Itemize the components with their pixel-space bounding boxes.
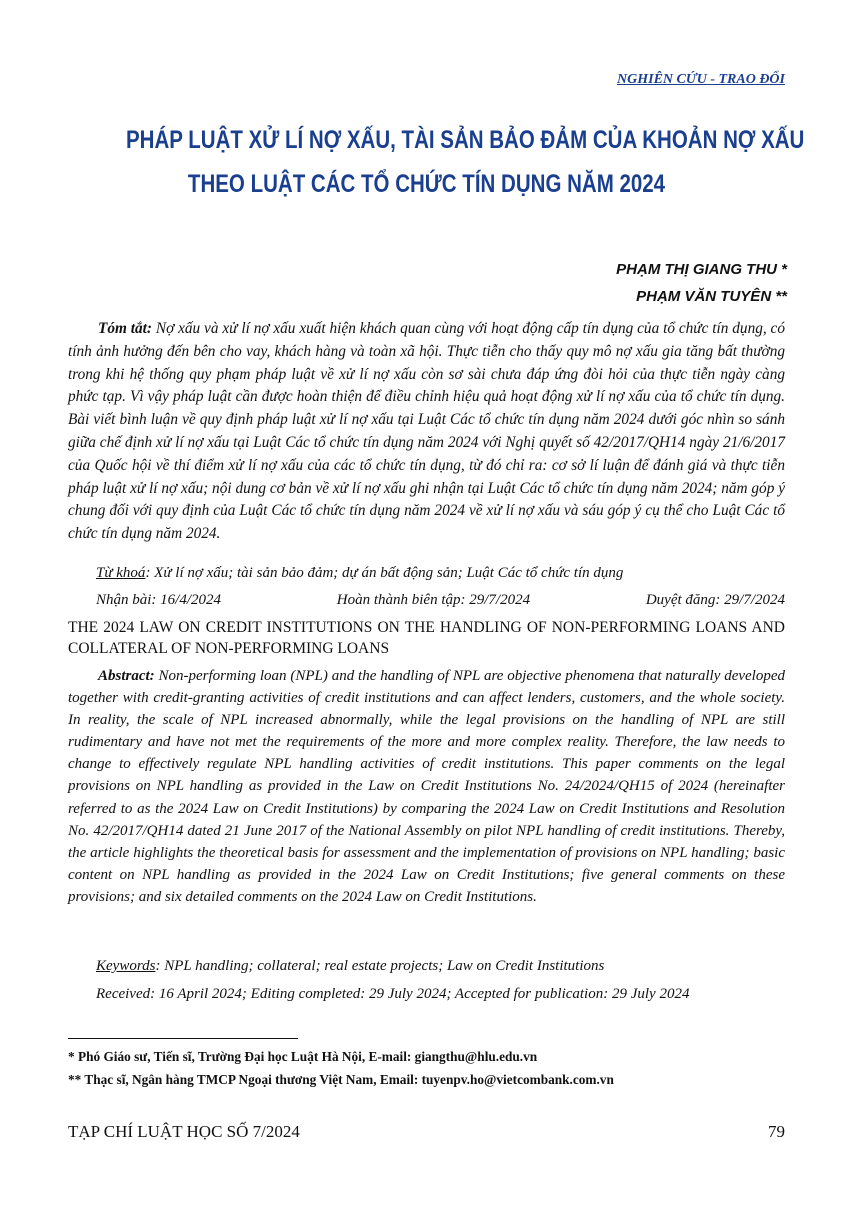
english-keywords xyxy=(96,958,604,975)
keywords-text-vn: : Xử lí nợ xấu; tài sản bảo đảm; dự án bất động sản; Luật Các tổ chức tín dụng xyxy=(145,565,624,581)
footnote-divider xyxy=(68,1038,298,1039)
article-title-line-1: PHÁP LUẬT XỬ LÍ NỢ XẤU, TÀI SẢN BẢO ĐẢM CỦA KHOẢN NỢ XẤU xyxy=(125,126,805,154)
keywords-label-vn: Từ khoá xyxy=(96,565,146,581)
vietnamese-keywords xyxy=(96,565,623,582)
vietnamese-summary xyxy=(68,318,785,546)
journal-name: TẠP CHÍ LUẬT HỌC SỐ 7/2024 xyxy=(68,1122,300,1141)
author-1: PHẠM THỊ GIANG THU * xyxy=(616,261,787,278)
footnote-2: ** Thạc sĩ, Ngân hàng TMCP Ngoại thương Việt Nam, Email: tuyenpv.ho@vietcombank.com.vn xyxy=(68,1072,614,1087)
english-dates: Received: 16 April 2024; Editing completed: 29 July 2024; Accepted for publication: 29 July 2024 xyxy=(96,986,690,1002)
keywords-label-en: Keywords xyxy=(96,958,156,974)
edited-date: Hoàn thành biên tập: 29/7/2024 xyxy=(336,592,531,608)
accepted-date: Duyệt đăng: 29/7/2024 xyxy=(645,592,785,608)
page-number: 79 xyxy=(768,1122,785,1141)
english-abstract xyxy=(68,665,785,908)
article-title-line-2: THEO LUẬT CÁC TỔ CHỨC TÍN DỤNG NĂM 2024 xyxy=(187,170,666,198)
keywords-text-en: : NPL handling; collateral; real estate projects; Law on Credit Institutions xyxy=(155,958,605,974)
summary-text: Nợ xấu và xử lí nợ xấu xuất hiện khách quan cùng với hoạt động cấp tín dụng của tổ chức tín dụng, có tính ảnh hưởng đến bên cho vay, khách hàng và toàn xã hội. Thực tiễn cho thấy quy mô nợ xấu gia tăng bất thường trong khi hệ thống quy phạm pháp luật về xử lí nợ xấu còn sơ sài chưa đáp ứng đòi hỏi của thực tiễn ngày càng phức tạp. Vì vậy pháp luật cần được hoàn thiện để điều chỉnh hiệu quả hoạt động xử lí nợ xấu của tổ chức tín dụng. Bài viết bình luận về quy định pháp luật xử lí nợ xấu tại Luật Các tổ chức tín dụng năm 2024 dưới góc nhìn so sánh giữa chế định xử lí nợ xấu tại Luật Các tổ chức tín dụng năm 2024 với Nghị quyết số 42/2017/QH14 ngày 21/6/2017 của Quốc hội về thí điểm xử lí nợ xấu của các tổ chức tín dụng, từ đó chỉ ra: cơ sở lí luận để đánh giá và thực tiễn pháp luật xử lí nợ xấu; nội dung cơ bản về xử lí nợ xấu ghi nhận tại Luật Các tổ chức tín dụng năm 2024; năm góp ý chung đối với quy định của Luật Các tổ chức tín dụng năm 2024 về xử lí nợ xấu và sáu góp ý cụ thể cho Luật Các tổ chức tín dụng năm 2024. xyxy=(68,320,785,543)
abstract-text: Non-performing loan (NPL) and the handling of NPL are objective phenomena that naturally developed together with credit-granting activities of credit institutions and can affect lenders, customers, and the whole society. In reality, the scale of NPL increased abnormally, while the legal provisions on the handling of NPL are still rudimentary and have not met the requirements of the more and more complex reality. Therefore, the law needs to change to effectively regulate NPL handling activities of credit institutions. This paper comments on the legal provisions on NPL handling as provided in the Law on Credit Institutions No. 24/2024/QH15 of 2024 (hereinafter referred to as the 2024 Law on Credit Institutions) by comparing the 2024 Law on Credit Institutions and Resolution No. 42/2017/QH14 dated 21 June 2017 of the National Assembly on pilot NPL handling of credit institutions. Thereby, the article highlights the theoretical basis for assessment and the implementation of provisions on NPL handling; basic content on NPL handling as provided in the 2024 Law on Credit Institutions; five general comments on these provisions; and six detailed comments on the 2024 Law on Credit Institutions. xyxy=(68,668,785,905)
received-date: Nhận bài: 16/4/2024 xyxy=(96,592,222,608)
footnote-1: * Phó Giáo sư, Tiến sĩ, Trường Đại học Luật Hà Nội, E-mail: giangthu@hlu.edu.vn xyxy=(68,1049,538,1064)
section-header: NGHIÊN CỨU - TRAO ĐỔI xyxy=(617,72,785,87)
author-2: PHẠM VĂN TUYÊN ** xyxy=(636,288,787,305)
abstract-label: Abstract: xyxy=(98,668,155,684)
english-title: THE 2024 LAW ON CREDIT INSTITUTIONS ON THE HANDLING OF NON-PERFORMING LOANS AND COLLATERAL OF NON-PERFORMING LOANS xyxy=(68,619,785,657)
vietnamese-dates xyxy=(96,592,785,609)
summary-label: Tóm tắt: xyxy=(98,320,152,337)
